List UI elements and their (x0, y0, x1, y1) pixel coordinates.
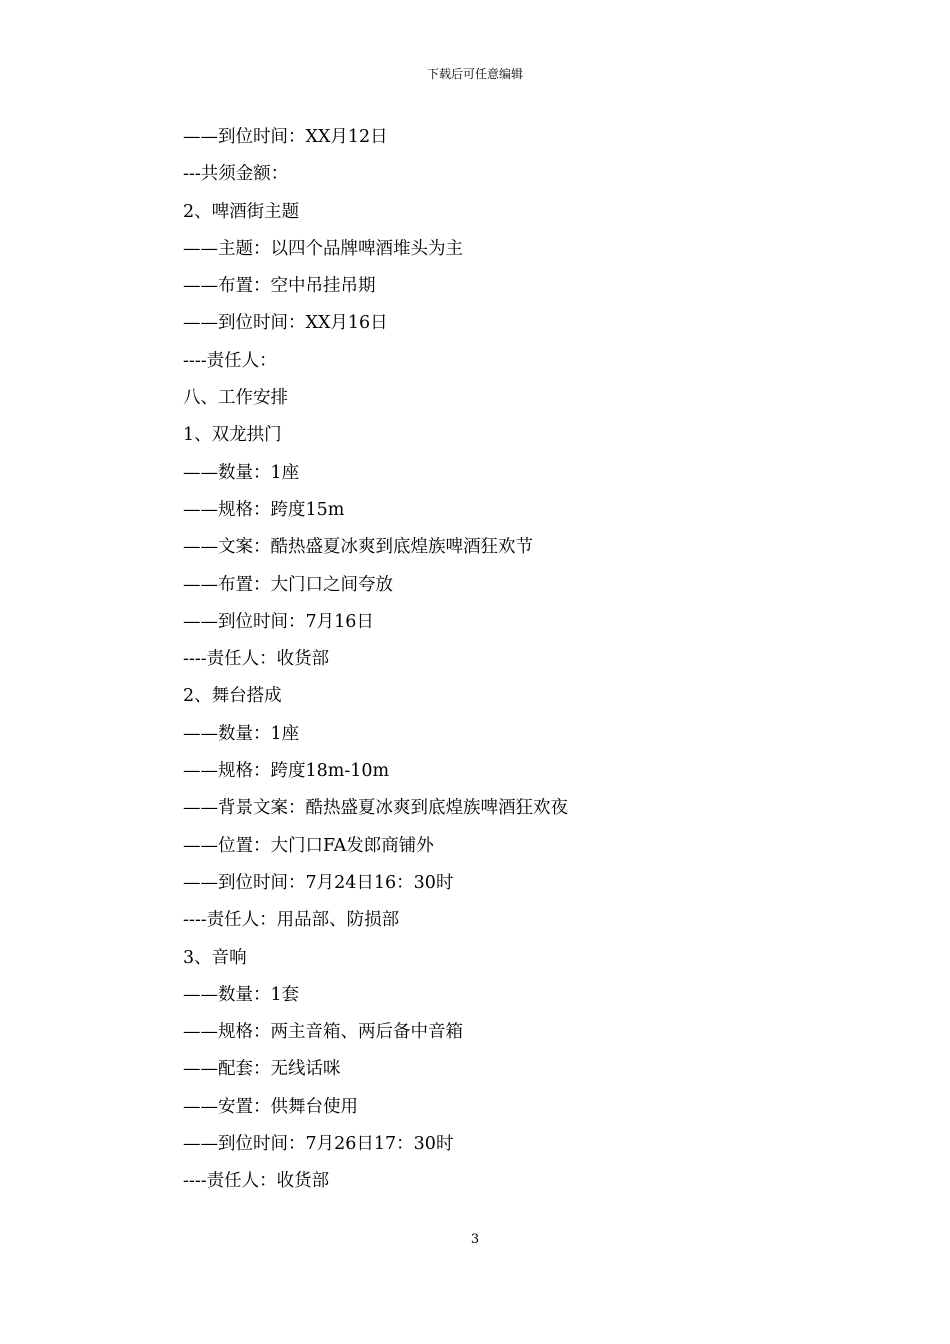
text-line: ——数量：1座 (183, 462, 300, 483)
text-line: ——主题：以四个品牌啤酒堆头为主 (183, 238, 463, 259)
text-line: ——布置：大门口之间夸放 (183, 574, 393, 595)
text-line: ——文案：酷热盛夏冰爽到底煌族啤酒狂欢节 (183, 537, 533, 558)
text-line: ——布置：空中吊挂吊期 (183, 276, 376, 297)
text-line: ----责任人：收货部 (183, 1171, 330, 1192)
section-heading: 2、啤酒街主题 (183, 201, 300, 222)
chapter-heading: 八、工作安排 (183, 388, 288, 409)
text-line: ---共须金额： (183, 164, 289, 185)
text-line: ——配套：无线话咪 (183, 1059, 341, 1080)
text-line: ----责任人：用品部、防损部 (183, 910, 400, 931)
page-number: 3 (470, 1232, 480, 1247)
text-line: ----责任人：收货部 (183, 649, 330, 670)
text-line: ——到位时间：7月26日17：30时 (183, 1134, 454, 1155)
text-line: ——到位时间：7月24日16：30时 (183, 872, 454, 893)
text-line: ——背景文案：酷热盛夏冰爽到底煌族啤酒狂欢夜 (183, 798, 568, 819)
page-header: 下载后可任意编辑 (426, 67, 523, 81)
text-line: ——到位时间：7月16日 (183, 611, 374, 632)
text-line: ——数量：1座 (183, 723, 300, 744)
text-line: ——到位时间：XX月12日 (183, 127, 388, 147)
text-line: ——规格：跨度18m-10m (183, 761, 390, 782)
text-line: ——数量：1套 (183, 984, 300, 1005)
text-line: ——到位时间：XX月16日 (183, 313, 388, 334)
text-line: ——位置：大门口FA发郎商铺外 (183, 835, 434, 856)
document-body (183, 119, 803, 1201)
section-heading: 2、舞台搭成 (183, 686, 282, 707)
section-heading: 1、双龙拱门 (183, 425, 282, 446)
text-line: ——安置：供舞台使用 (183, 1096, 358, 1117)
text-line: ——规格：跨度15m (183, 499, 345, 520)
text-line: ——规格：两主音箱、两后备中音箱 (183, 1022, 463, 1043)
text-line: ----责任人： (183, 350, 277, 371)
section-heading: 3、音响 (183, 947, 247, 968)
